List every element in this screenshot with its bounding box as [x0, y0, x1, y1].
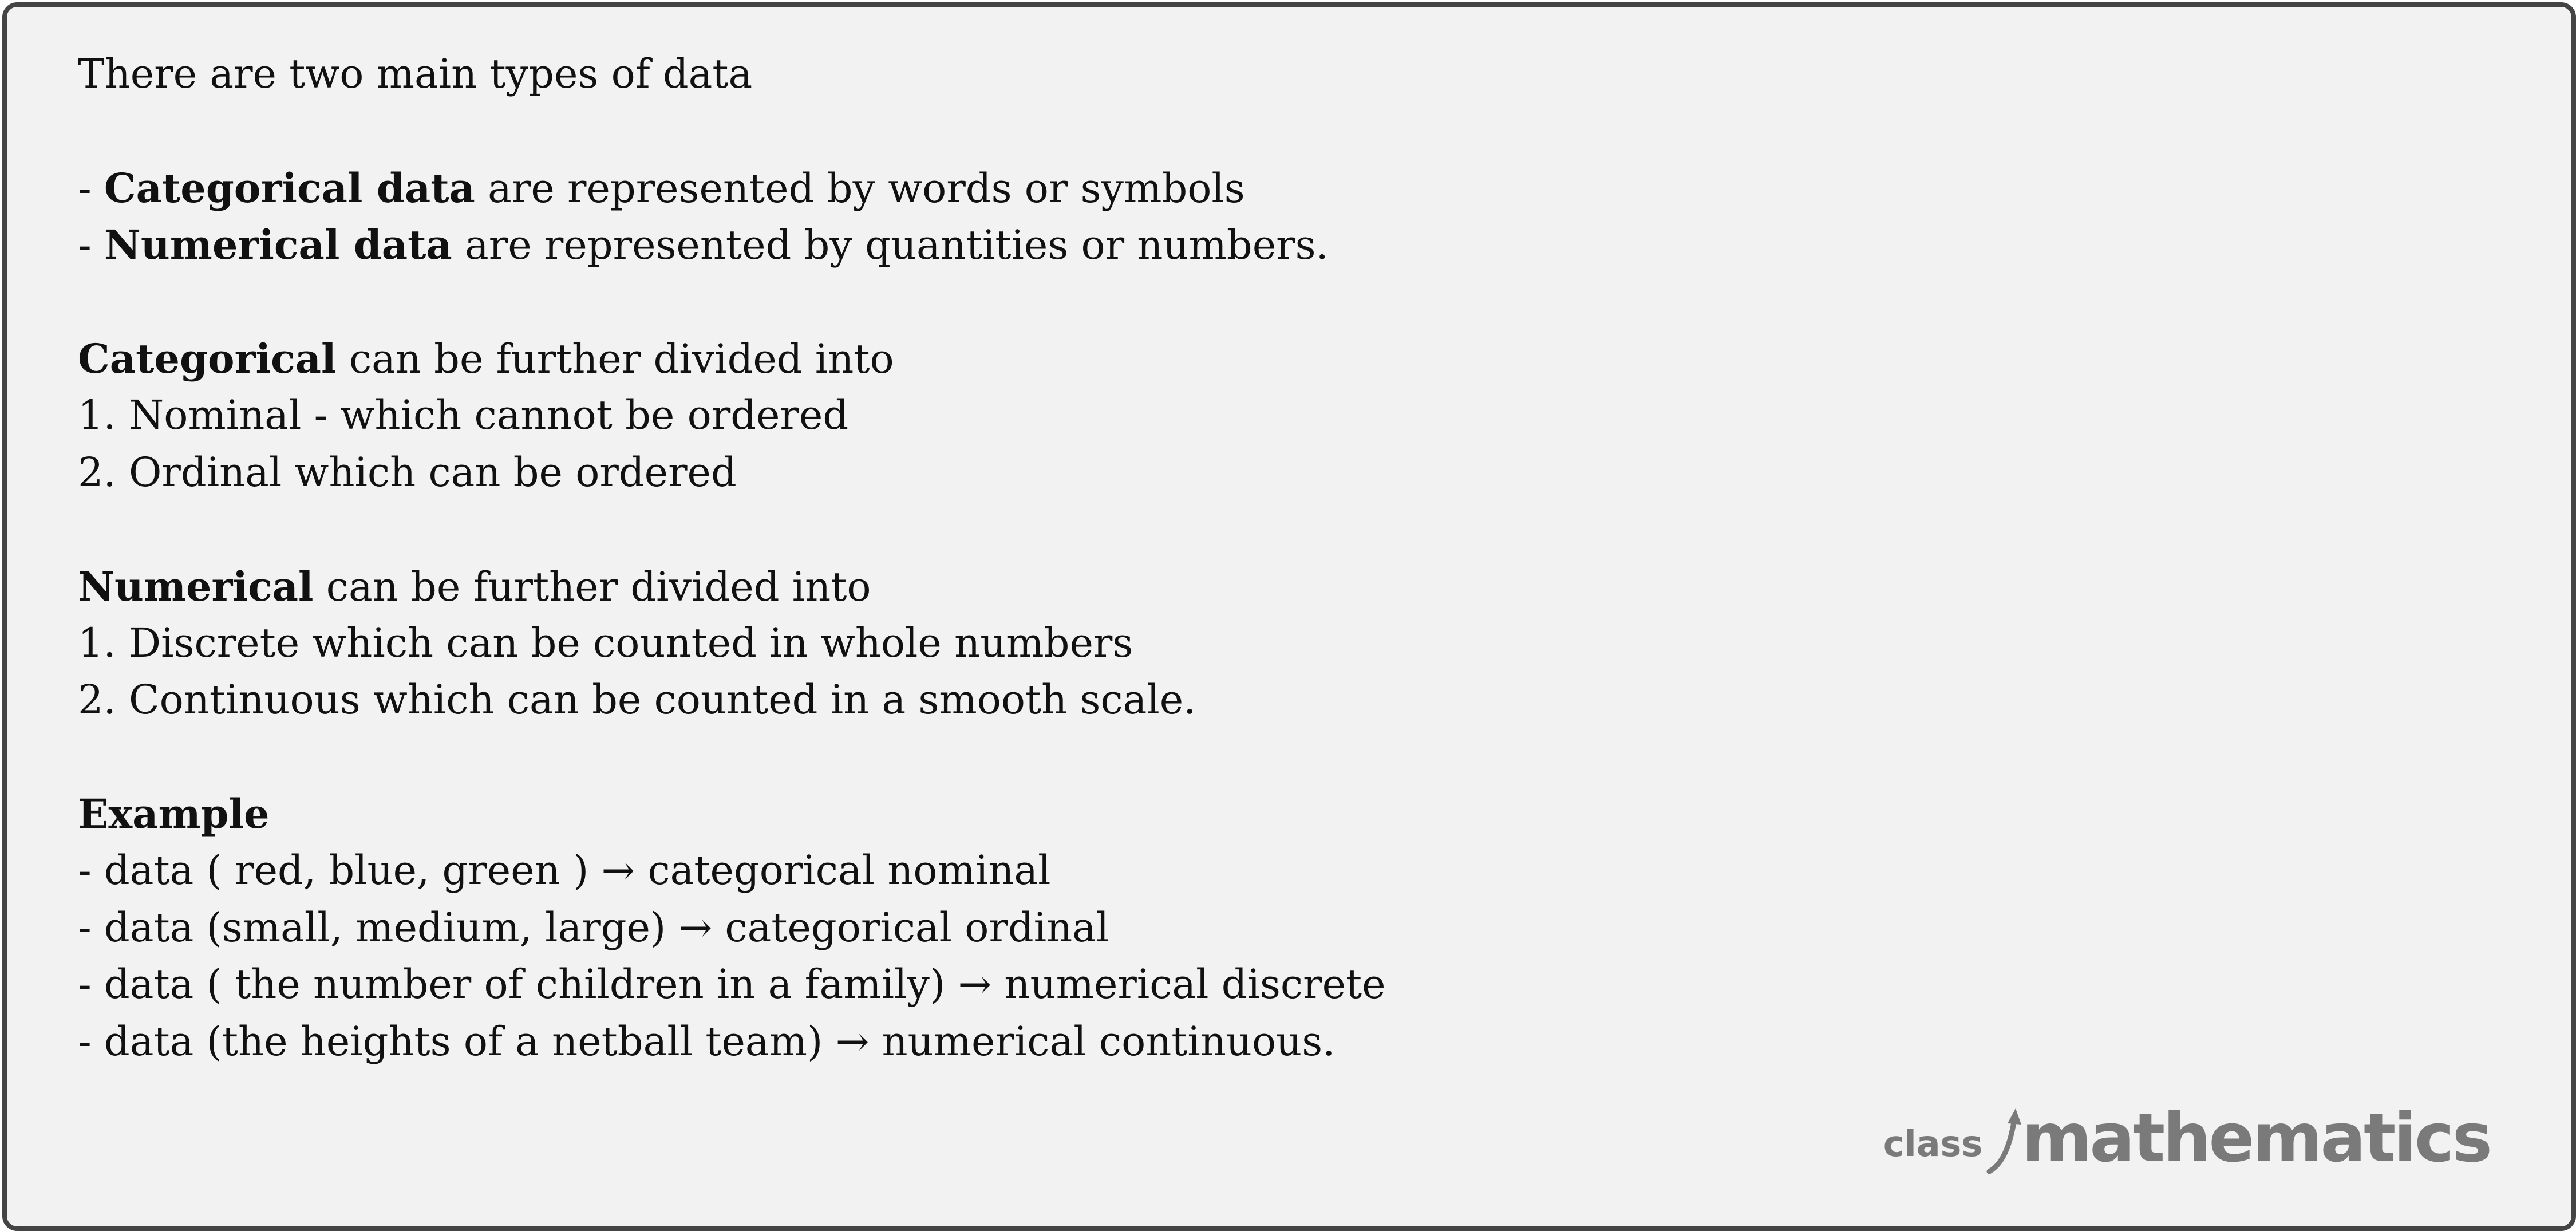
type-prefix: - — [78, 222, 104, 269]
type-line-categorical — [78, 160, 1386, 216]
type-desc-categorical: are represented by words or symbols — [475, 164, 1245, 212]
categorical-item-ordinal: 2. Ordinal which can be ordered — [78, 448, 737, 496]
class-mathematics-logo — [1883, 1098, 2490, 1177]
type-prefix: - — [78, 164, 104, 212]
categorical-heading: Categorical — [78, 334, 337, 382]
numerical-item-discrete: 1. Discrete which can be counted in whole numbers — [78, 619, 1133, 666]
example-item: - data ( red, blue, green ) → categorical nominal — [78, 847, 1051, 894]
type-term-categorical: Categorical data — [104, 164, 475, 212]
spacer — [78, 102, 1386, 159]
spacer — [78, 274, 1386, 330]
spacer — [78, 729, 1386, 786]
intro-text: There are two main types of data — [78, 50, 753, 97]
example-item: - data (small, medium, large) → categorical ordinal — [78, 903, 1109, 951]
numerical-item-continuous: 2. Continuous which can be counted in a smooth scale. — [78, 676, 1196, 724]
numerical-heading-line — [78, 558, 1386, 615]
type-desc-numerical: are represented by quantities or numbers. — [452, 222, 1329, 269]
numerical-heading: Numerical — [78, 562, 314, 610]
type-term-numerical: Numerical data — [104, 221, 452, 269]
content-card — [2, 2, 2576, 1231]
text-content — [78, 46, 1386, 1070]
type-line-numerical — [78, 216, 1386, 273]
logo-small-text: class — [1883, 1123, 1983, 1165]
categorical-heading-line — [78, 330, 1386, 387]
example-heading-line — [78, 786, 1386, 842]
example-item: - data (the heights of a netball team) → numerical continuous. — [78, 1017, 1336, 1065]
logo-swoosh-icon — [1985, 1102, 2025, 1176]
categorical-heading-rest: can be further divided into — [336, 335, 894, 382]
logo-big-text: mathematics — [2021, 1098, 2490, 1177]
categorical-item-nominal: 1. Nominal - which cannot be ordered — [78, 392, 849, 439]
example-item: - data ( the number of children in a family) → numerical discrete — [78, 961, 1386, 1008]
example-heading: Example — [78, 790, 270, 838]
numerical-heading-rest: can be further divided into — [313, 563, 871, 610]
spacer — [78, 501, 1386, 558]
